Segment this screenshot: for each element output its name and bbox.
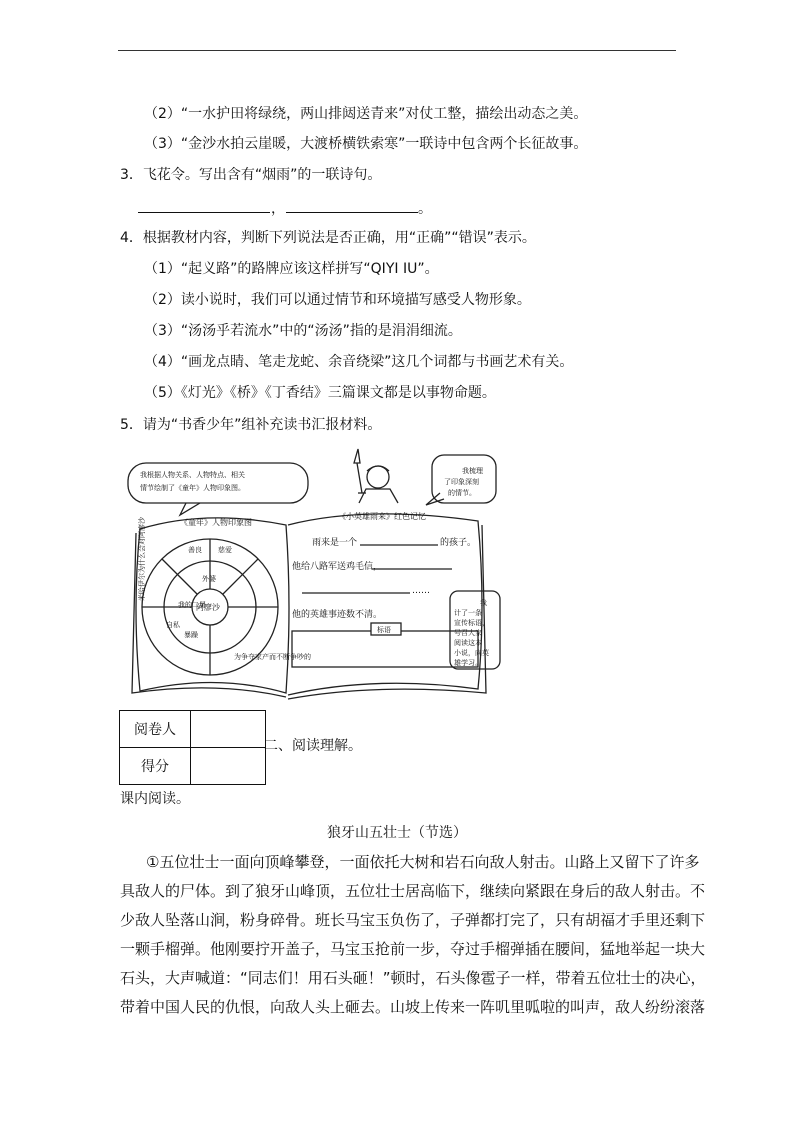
q4-item-3: （3）“汤汤乎若流水”中的“汤汤”指的是涓涓细流。 xyxy=(144,323,462,339)
section-subheading: 课内阅读。 xyxy=(120,791,190,807)
svg-text:雨来是一个: 雨来是一个 xyxy=(312,538,358,548)
student-figure-icon xyxy=(354,449,398,503)
svg-text:标语: 标语 xyxy=(377,626,391,634)
blank-period: 。 xyxy=(418,201,432,217)
svg-text:慈爱: 慈爱 xyxy=(218,546,232,554)
svg-text:计了一条: 计了一条 xyxy=(454,609,482,617)
reviewer-label: 阅卷人 xyxy=(120,711,191,748)
svg-text:的孩子。: 的孩子。 xyxy=(440,538,477,548)
svg-text:米哈伊尔为什么会对阿廖沙: 米哈伊尔为什么会对阿廖沙 xyxy=(138,517,146,601)
svg-text:了印象深刻: 了印象深刻 xyxy=(444,478,479,486)
svg-text:小说，向英: 小说，向英 xyxy=(454,649,489,657)
q4-item-1: （1）“起义路”的路牌应该这样拼写“QIYI IU”。 xyxy=(144,261,439,277)
passage-line: ①五位壮士一面向顶峰攀登，一面依托大树和岩石向敌人射击。山路上又留下了许多 xyxy=(146,853,700,871)
svg-text:他给八路军送鸡毛信，: 他给八路军送鸡毛信， xyxy=(292,562,383,572)
svg-text:他的英雄事迹数不清。: 他的英雄事迹数不清。 xyxy=(292,610,383,620)
svg-text:外婆: 外婆 xyxy=(202,575,216,583)
reading-report-illustration xyxy=(126,447,504,703)
q2-item-3: （3）“金沙水拍云崖暖，大渡桥横铁索寒”一联诗中包含两个长征故事。 xyxy=(144,136,588,152)
svg-text:为争夺家产而不断争吵的: 为争夺家产而不断争吵的 xyxy=(234,653,311,661)
svg-text:我梳理: 我梳理 xyxy=(462,467,483,475)
svg-text:宣传标语，: 宣传标语， xyxy=(454,619,489,627)
q4-item-5: （5）《灯光》《桥》《丁香结》三篇课文都是以事物命题。 xyxy=(144,385,496,401)
answer-blank-1[interactable] xyxy=(138,212,270,213)
blank-comma: ， xyxy=(271,201,285,217)
question-5: 5．请为“书香少年”组补充读书汇报材料。 xyxy=(120,417,382,433)
score-table xyxy=(119,710,266,785)
svg-text:的情节。: 的情节。 xyxy=(448,489,476,497)
speech-bubble-left xyxy=(128,463,308,503)
svg-text:我: 我 xyxy=(480,599,487,607)
section-heading: 二、阅读理解。 xyxy=(264,738,362,754)
score-cell[interactable] xyxy=(191,748,266,785)
passage-title: 狼牙山五壮士（节选） xyxy=(327,825,467,841)
answer-blank-2[interactable] xyxy=(286,212,418,213)
header-rule xyxy=(118,50,676,51)
svg-text:我的二舅: 我的二舅 xyxy=(178,601,206,609)
passage-line: 少敌人坠落山涧，粉身碎骨。班长马宝玉负伤了，子弹都打完了，只有胡福才手里还剩下 xyxy=(120,911,706,929)
question-4: 4．根据教材内容，判断下列说法是否正确，用“正确”“错误”表示。 xyxy=(120,230,536,246)
score-label: 得分 xyxy=(120,748,191,785)
passage-line: 一颗手榴弹。他刚要拧开盖子，马宝玉抢前一步，夺过手榴弹插在腰间，猛地举起一块大 xyxy=(120,940,706,958)
passage-line: 带着中国人民的仇恨，向敌人头上砸去。山坡上传来一阵叽里呱啦的叫声，敌人纷纷滚落 xyxy=(120,998,706,1016)
passage-line: 石头，大声喊道：“同志们！用石头砸！”顿时，石头像雹子一样，带着五位壮士的决心， xyxy=(120,969,706,987)
question-3: 3．飞花令。写出含有“烟雨”的一联诗句。 xyxy=(120,167,382,183)
svg-text:我根据人物关系、人物特点、相关: 我根据人物关系、人物特点、相关 xyxy=(140,471,245,479)
svg-text:……: …… xyxy=(412,586,430,596)
svg-text:自私: 自私 xyxy=(166,621,180,629)
svg-text:雄学习。: 雄学习。 xyxy=(454,659,482,667)
q4-item-4: （4）“画龙点睛、笔走龙蛇、余音绕梁”这几个词都与书画艺术有关。 xyxy=(144,354,574,370)
svg-text:情节绘制了《童年》人物印象图。: 情节绘制了《童年》人物印象图。 xyxy=(140,484,245,492)
reviewer-cell[interactable] xyxy=(191,711,266,748)
svg-text:暴躁: 暴躁 xyxy=(184,631,198,639)
svg-text:《小英雄雨来》红色记忆: 《小英雄雨来》红色记忆 xyxy=(338,512,426,521)
svg-text:善良: 善良 xyxy=(188,546,202,554)
q4-item-2: （2）读小说时，我们可以通过情节和环境描写感受人物形象。 xyxy=(144,292,531,308)
svg-text:号召大家: 号召大家 xyxy=(454,629,482,637)
svg-text:《童年》人物印象图: 《童年》人物印象图 xyxy=(180,518,252,527)
svg-text:阅读这本: 阅读这本 xyxy=(454,639,482,647)
passage-line: 具敌人的尸体。到了狼牙山峰顶，五位壮士居高临下，继续向紧跟在身后的敌人射击。不 xyxy=(120,882,706,900)
q2-item-2: （2）“一水护田将绿绕，两山排闼送青来”对仗工整，描绘出动态之美。 xyxy=(144,106,588,122)
svg-text:阿廖沙: 阿廖沙 xyxy=(196,603,220,612)
